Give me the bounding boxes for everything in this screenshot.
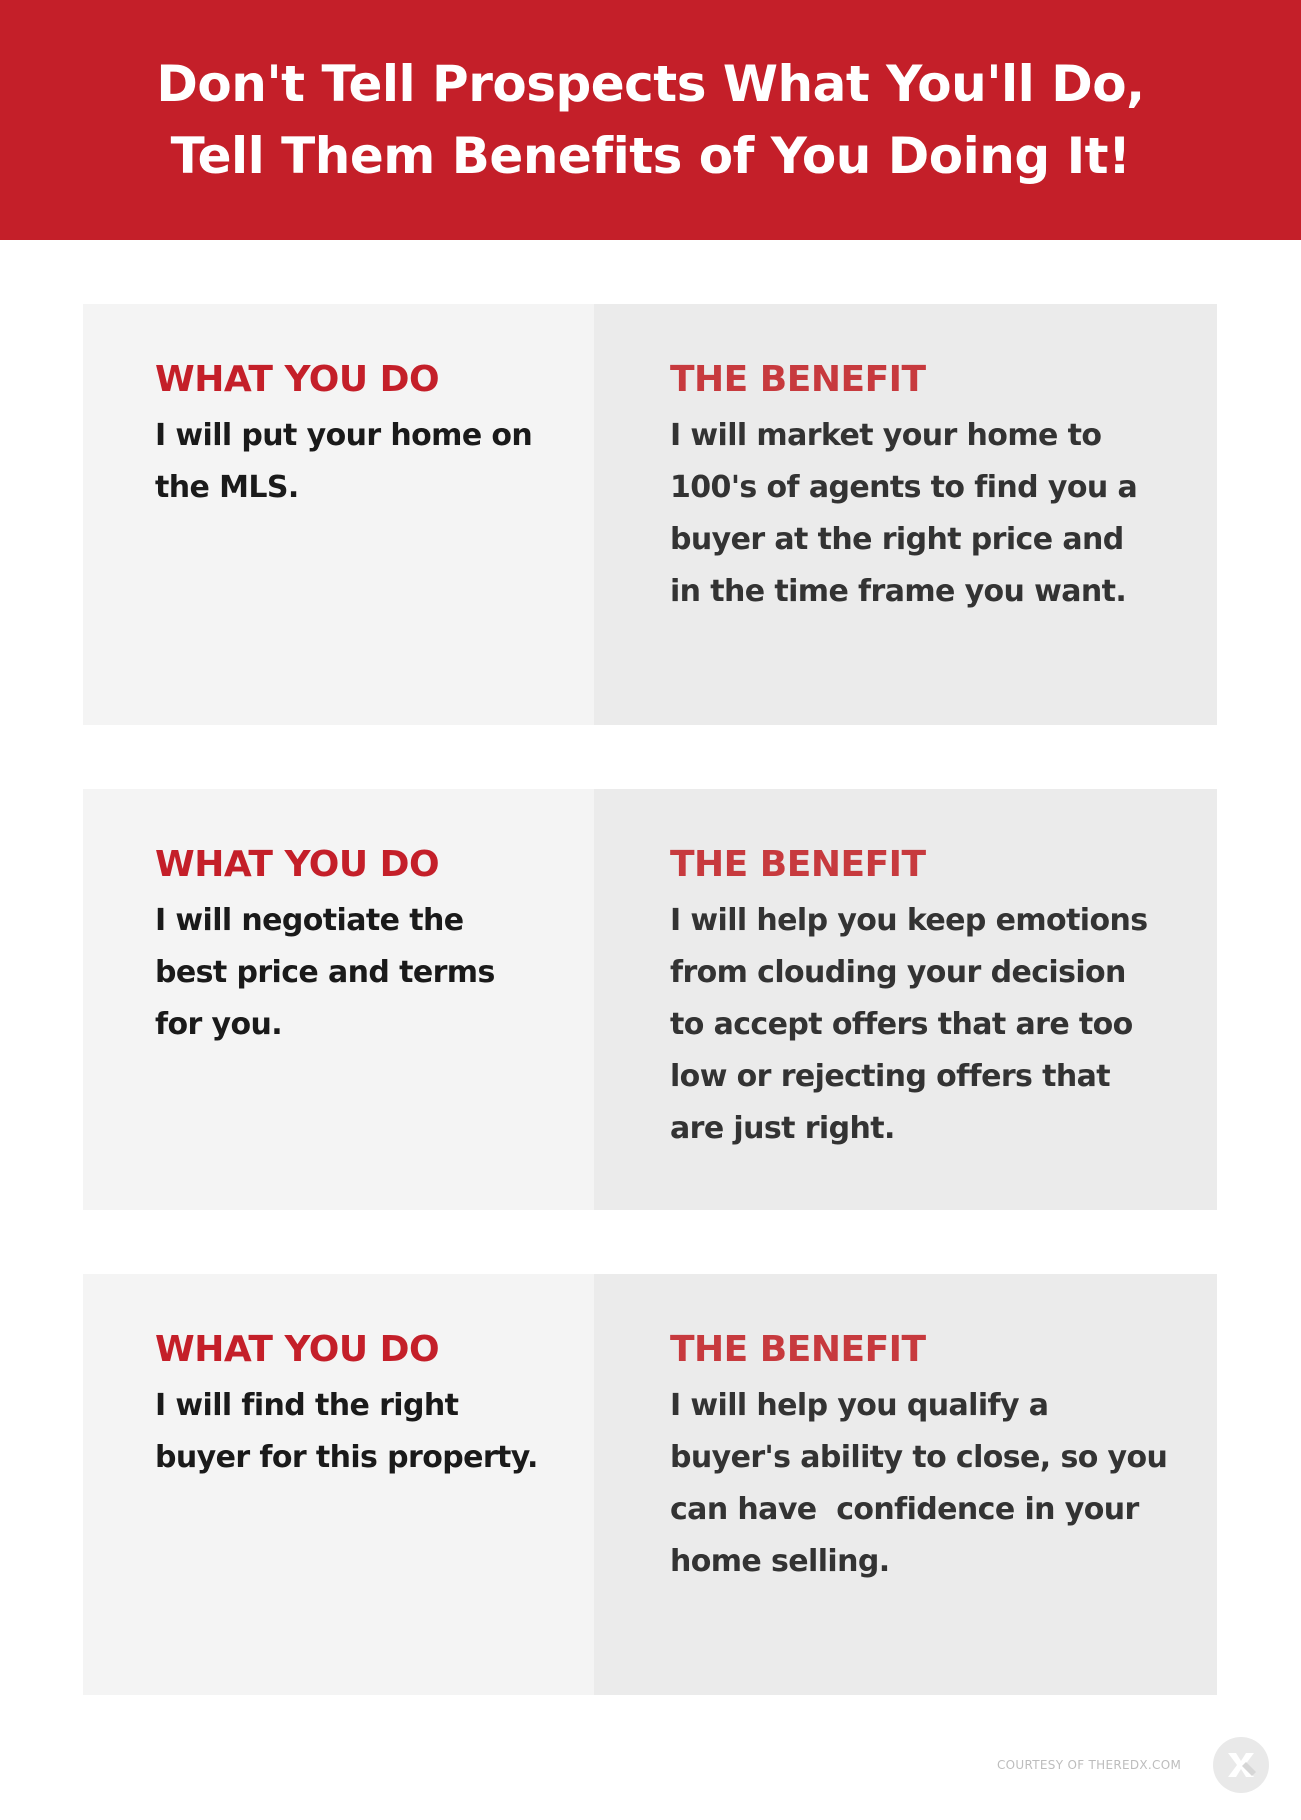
- text-line: I will help you qualify a: [670, 1388, 1049, 1423]
- text-line: I will put your home on: [155, 418, 533, 453]
- text-line: buyer for this property.: [155, 1440, 538, 1475]
- what-you-do-text: [155, 895, 574, 1051]
- text-line: I will market your home to: [670, 418, 1102, 453]
- comparison-row-1: [83, 304, 1217, 725]
- text-line: to accept offers that are too: [670, 1007, 1133, 1042]
- benefit-text: [670, 410, 1197, 618]
- what-you-do-panel: [83, 304, 594, 725]
- benefit-label: THE BENEFIT: [670, 844, 926, 885]
- what-you-do-panel: [83, 789, 594, 1210]
- text-line: home selling.: [670, 1544, 890, 1579]
- benefit-panel: [594, 1274, 1217, 1695]
- header-banner: [0, 0, 1301, 240]
- page-title-line-1: Don't Tell Prospects What You'll Do,: [156, 55, 1145, 113]
- what-you-do-panel: [83, 1274, 594, 1695]
- what-you-do-text: [155, 1380, 574, 1484]
- benefit-panel: [594, 789, 1217, 1210]
- benefit-label: THE BENEFIT: [670, 1329, 926, 1370]
- text-line: can have confidence in your: [670, 1492, 1139, 1527]
- text-line: I will negotiate the: [155, 903, 464, 938]
- what-you-do-label: WHAT YOU DO: [155, 844, 440, 885]
- what-you-do-label: WHAT YOU DO: [155, 359, 440, 400]
- text-line: in the time frame you want.: [670, 574, 1127, 609]
- what-you-do-label: WHAT YOU DO: [155, 1329, 440, 1370]
- benefit-panel: [594, 304, 1217, 725]
- what-you-do-text: [155, 410, 574, 514]
- text-line: I will find the right: [155, 1388, 459, 1423]
- text-line: buyer's ability to close, so you: [670, 1440, 1168, 1475]
- text-line: low or rejecting offers that: [670, 1059, 1110, 1094]
- text-line: I will help you keep emotions: [670, 903, 1148, 938]
- comparison-row-2: [83, 789, 1217, 1210]
- text-line: are just right.: [670, 1111, 895, 1146]
- text-line: buyer at the right price and: [670, 522, 1124, 557]
- text-line: 100's of agents to find you a: [670, 470, 1138, 505]
- text-line: for you.: [155, 1007, 283, 1042]
- benefit-label: THE BENEFIT: [670, 359, 926, 400]
- redx-logo-icon: [1212, 1736, 1270, 1794]
- courtesy-credit: COURTESY OF THEREDX.COM: [997, 1758, 1182, 1772]
- text-line: from clouding your decision: [670, 955, 1126, 990]
- page-title-line-2: Tell Them Benefits of You Doing It!: [170, 127, 1131, 185]
- benefit-text: [670, 895, 1197, 1155]
- comparison-row-3: [83, 1274, 1217, 1695]
- text-line: the MLS.: [155, 470, 299, 505]
- benefit-text: [670, 1380, 1197, 1588]
- text-line: best price and terms: [155, 955, 495, 990]
